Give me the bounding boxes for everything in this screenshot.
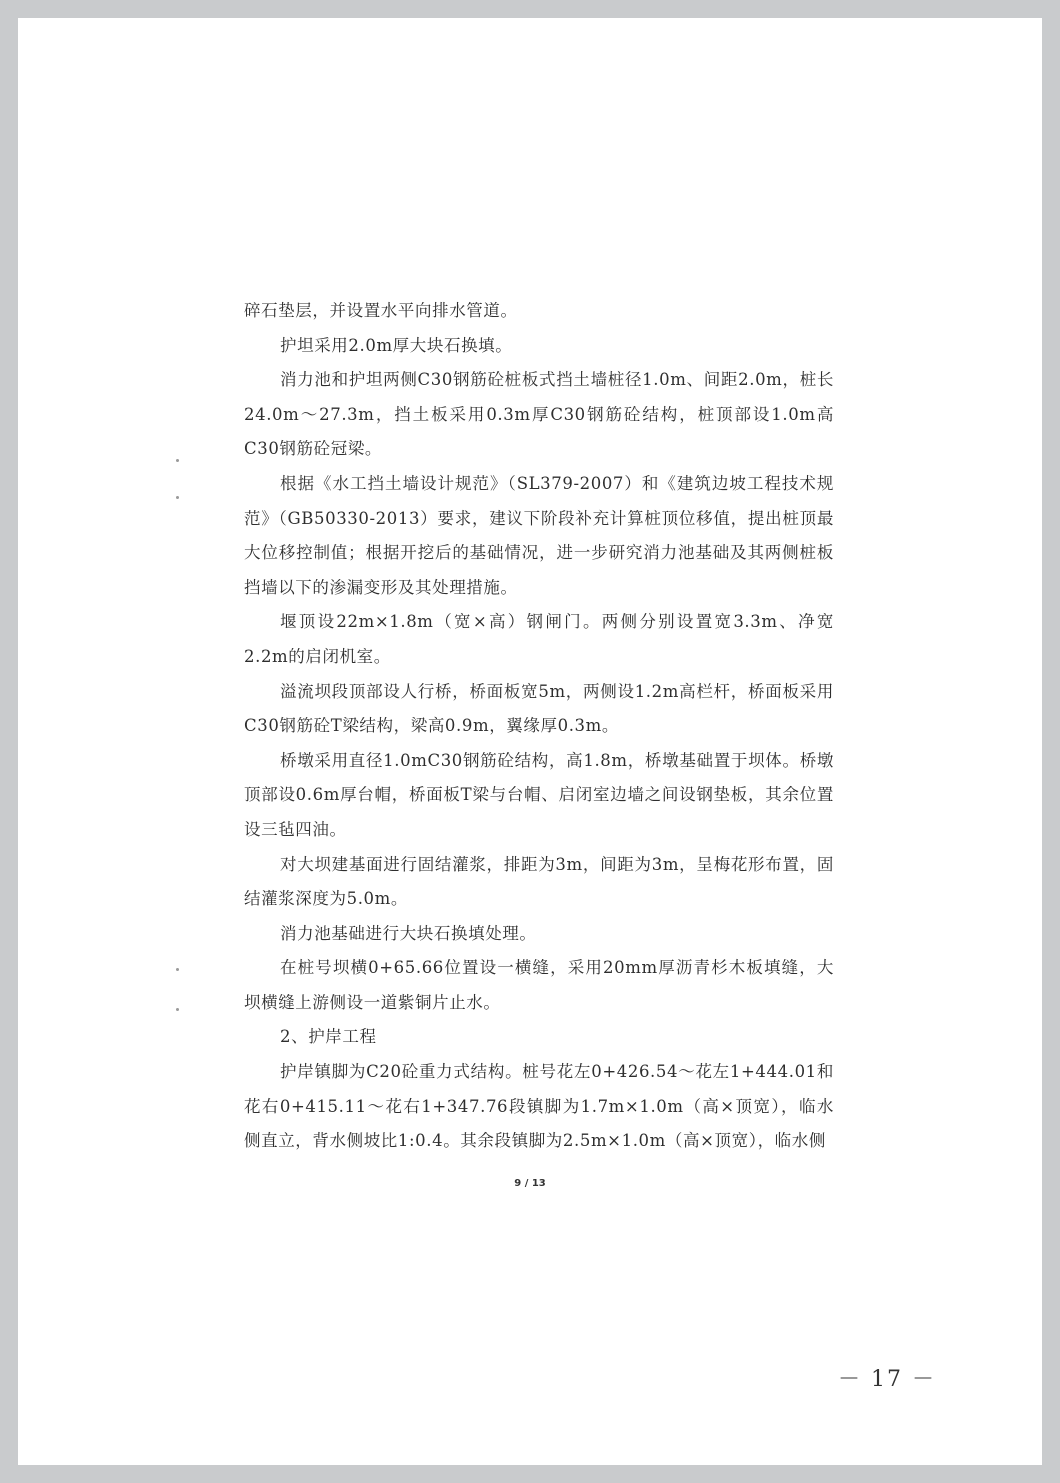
scan-dot	[176, 968, 179, 971]
paragraph: 根据《水工挡土墙设计规范》（SL379-2007）和《建筑边坡工程技术规范》（GB50330-2013）要求，建议下阶段补充计算桩顶位移值，提出桩顶最大位移控制值；根据开挖后的基础情况，进一步研究消力池基础及其两侧桩板挡墙以下的渗漏变形及其处理措施。	[244, 473, 834, 597]
document-page	[18, 18, 1042, 1465]
paragraph: 堰顶设22m×1.8m（宽×高）钢闸门。两侧分别设置宽3.3m、净宽2.2m的启闭机室。	[244, 612, 834, 666]
body-text	[244, 294, 834, 1159]
paragraph: 护坦采用2.0m厚大块石换填。	[280, 335, 513, 355]
paragraph: 在桩号坝横0+65.66位置设一横缝，采用20mm厚沥青杉木板填缝，大坝横缝上游侧设一道紫铜片止水。	[244, 958, 834, 1012]
paragraph: 对大坝建基面进行固结灌浆，排距为3m，间距为3m，呈梅花形布置，固结灌浆深度为5.0m。	[244, 854, 834, 909]
page-number: － 17 －	[838, 1367, 936, 1392]
paragraph: 消力池基础进行大块石换填处理。	[280, 923, 537, 943]
page-count-footer: 9 / 13	[514, 1178, 546, 1189]
paragraph: 溢流坝段顶部设人行桥，桥面板宽5m，两侧设1.2m高栏杆，桥面板采用C30钢筋砼T梁结构，梁高0.9m，翼缘厚0.3m。	[244, 681, 834, 736]
paragraph: 桥墩采用直径1.0mC30钢筋砼结构，高1.8m，桥墩基础置于坝体。桥墩顶部设0.6m厚台帽，桥面板T梁与台帽、启闭室边墙之间设钢垫板，其余位置设三毡四油。	[244, 750, 834, 839]
scan-dot	[176, 1008, 179, 1011]
paragraph: 护岸镇脚为C20砼重力式结构。桩号花左0+426.54～花左1+444.01和花右0+415.11～花右1+347.76段镇脚为1.7m×1.0m（高×顶宽），临水侧直立，背水侧坡比1:0.4。其余段镇脚为2.5m×1.0m（高×顶宽），临水侧	[244, 1062, 834, 1151]
scan-dot	[176, 459, 179, 462]
paragraph: 消力池和护坦两侧C30钢筋砼桩板式挡土墙桩径1.0m、间距2.0m，桩长24.0m～27.3m，挡土板采用0.3m厚C30钢筋砼结构，桩顶部设1.0m高C30钢筋砼冠梁。	[244, 370, 834, 459]
section-heading: 2、护岸工程	[280, 1027, 377, 1047]
paragraph: 碎石垫层，并设置水平向排水管道。	[244, 301, 518, 320]
scan-dot	[176, 496, 179, 499]
